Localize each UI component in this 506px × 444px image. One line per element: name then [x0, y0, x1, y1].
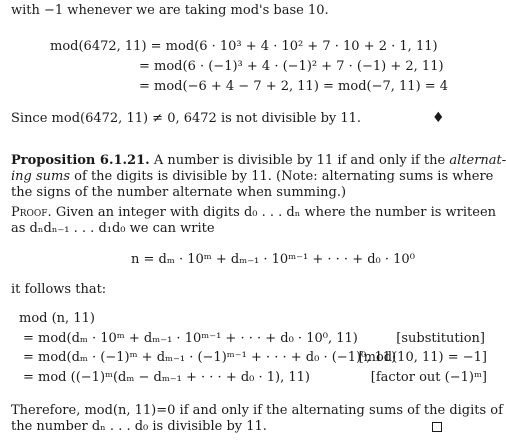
- qed-square-icon: [432, 422, 442, 432]
- therefore-line-2: the number dₙ . . . d₀ is divisible by 11.: [11, 419, 267, 434]
- proposition-line-2: [11, 169, 493, 185]
- example-line-3: = mod(−6 + 4 − 7 + 2, 11) = mod(−7, 11) = 4: [139, 79, 449, 94]
- proof-label: Proof.: [11, 205, 52, 220]
- proposition-line-1: [11, 153, 506, 169]
- follows-text: it follows that:: [11, 282, 107, 297]
- proposition-text-2a: ing sums: [11, 169, 71, 184]
- proposition-label: Proposition 6.1.21.: [11, 153, 150, 168]
- intro-tail-text: with −1 whenever we are taking mod's base 10.: [11, 3, 329, 18]
- proposition-text-2b: of the digits is divisible by 11. (Note: alternating sums is where: [74, 169, 494, 184]
- derivation-step-1: = mod(dₘ · 10ᵐ + dₘ₋₁ · 10ᵐ⁻¹ + · · · + d₀ · 10⁰, 11): [23, 331, 358, 346]
- proof-line-2: as dₙdₙ₋₁ . . . d₁d₀ we can write: [11, 221, 215, 236]
- proposition-line-3: the signs of the number alternate when summing.): [11, 185, 347, 200]
- derivation-start: mod (n, 11): [19, 311, 95, 326]
- end-of-example-diamond-icon: ♦: [432, 110, 445, 126]
- digit-expansion-equation: n = dₘ · 10ᵐ + dₘ₋₁ · 10ᵐ⁻¹ + · · · + d₀ · 10⁰: [131, 252, 415, 267]
- derivation-step-2: = mod(dₘ · (−1)ᵐ + dₘ₋₁ · (−1)ᵐ⁻¹ + · · · + d₀ · (−1)⁰, 11): [23, 350, 397, 365]
- derivation-step-2-justification: [mod(10, 11) = −1]: [358, 350, 487, 365]
- therefore-line-1: Therefore, mod(n, 11)=0 if and only if the alternating sums of the digits of: [11, 403, 503, 418]
- example-conclusion: Since mod(6472, 11) ≠ 0, 6472 is not divisible by 11.: [11, 111, 362, 126]
- derivation-step-1-justification: [substitution]: [396, 331, 485, 346]
- proposition-text-1a: A number is divisible by 11 if and only if the: [153, 153, 446, 168]
- derivation-step-3: = mod ((−1)ᵐ(dₘ − dₘ₋₁ + · · · + d₀ · 1), 11): [23, 370, 311, 385]
- proof-line-1: [11, 205, 496, 221]
- proposition-text-1b: alternat-: [449, 153, 506, 168]
- example-line-1: mod(6472, 11) = mod(6 · 10³ + 4 · 10² + 7 · 10 + 2 · 1, 11): [50, 39, 438, 54]
- derivation-step-3-justification: [factor out (−1)ᵐ]: [370, 370, 487, 385]
- proof-text-1: Given an integer with digits d₀ . . . dₙ where the number is writeen: [55, 205, 497, 220]
- example-line-2: = mod(6 · (−1)³ + 4 · (−1)² + 7 · (−1) + 2, 11): [139, 59, 444, 74]
